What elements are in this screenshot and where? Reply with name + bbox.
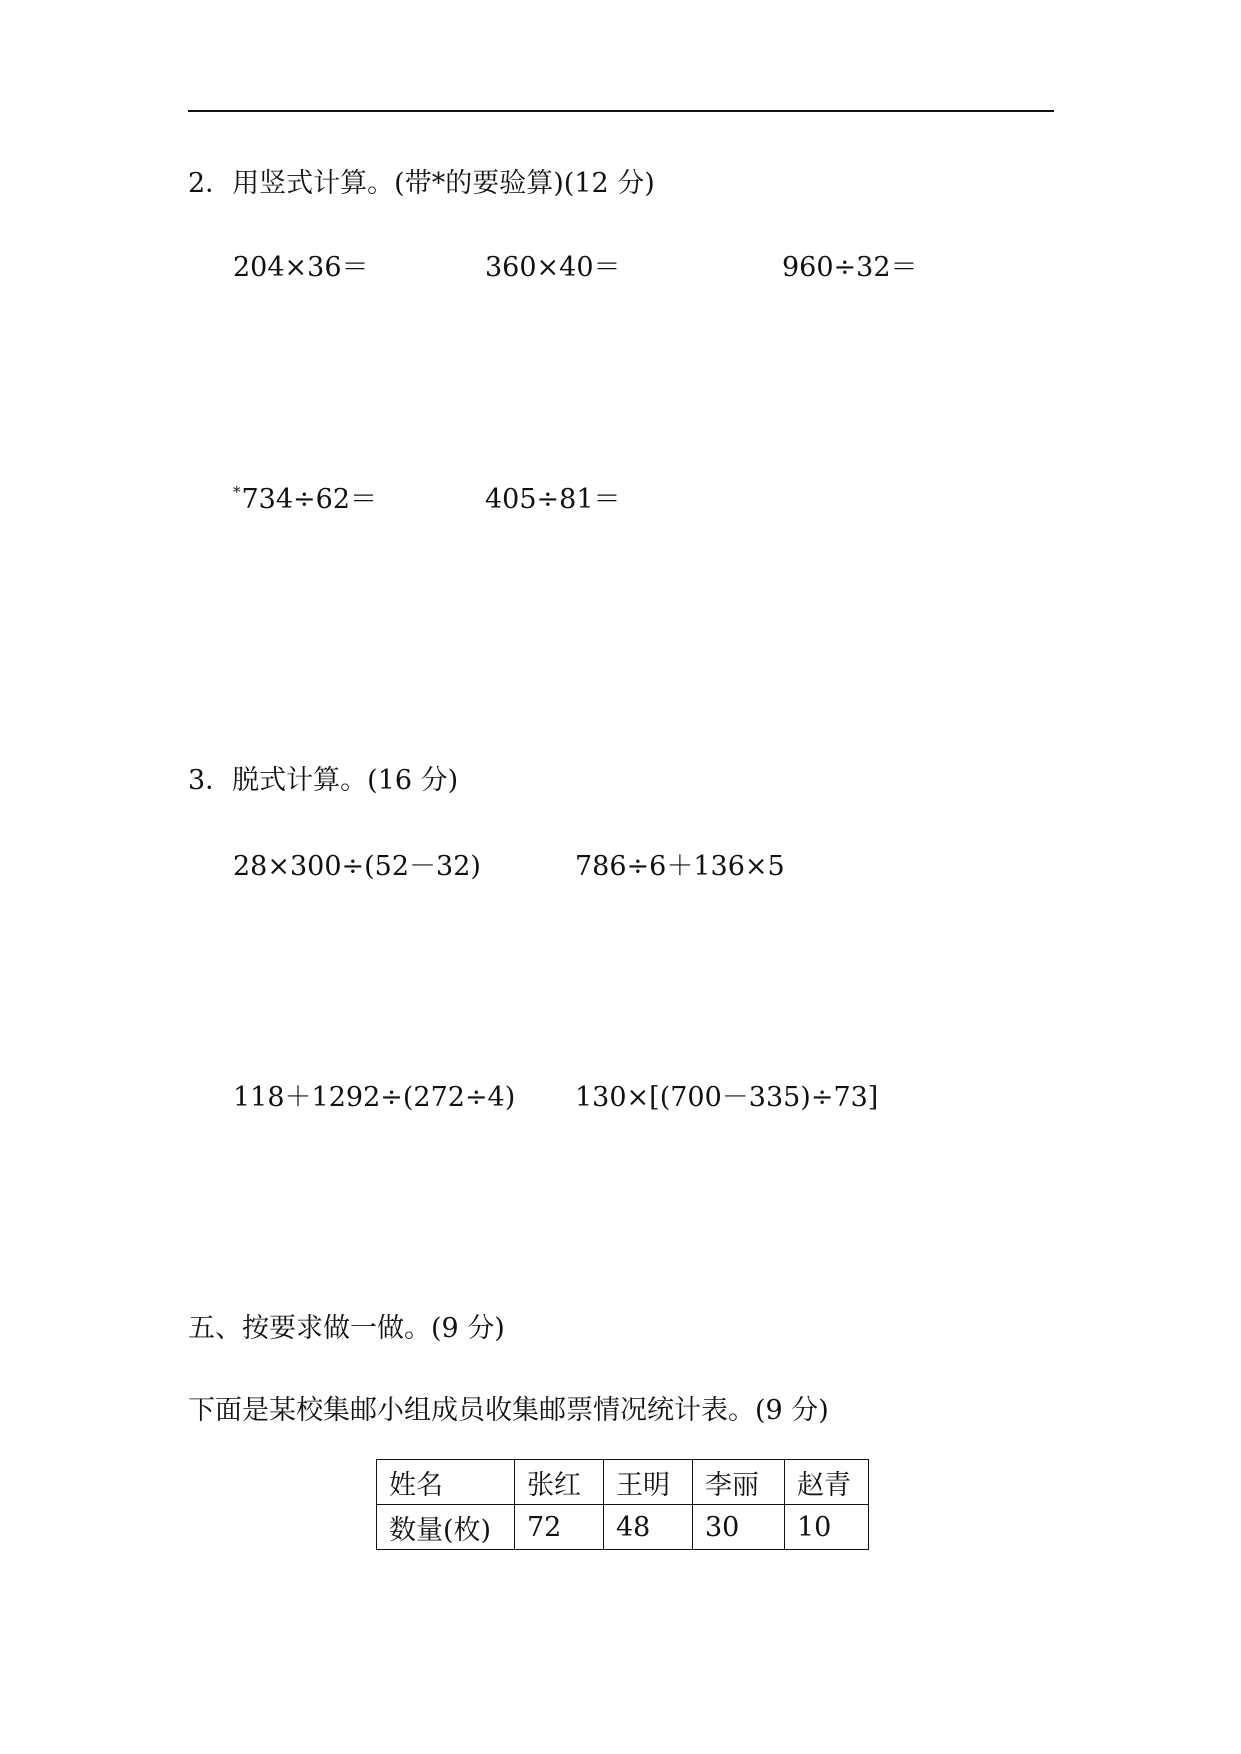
table-cell-name-label: 姓名 (377, 1460, 515, 1505)
step-calc-problem-4: 130×[(700－335)÷73] (575, 1082, 879, 1113)
table-cell-name: 李丽 (693, 1460, 785, 1505)
top-rule (188, 110, 1054, 112)
step-calc-problem-3: 118＋1292÷(272÷4) (233, 1082, 516, 1113)
table-cell-quantity: 72 (515, 1505, 604, 1550)
vertical-calc-problem-3: 960÷32＝ (782, 252, 918, 283)
table-header-row (377, 1460, 869, 1505)
check-required-mark: * (233, 483, 241, 501)
vertical-calc-problem-4-text: 734÷62＝ (241, 484, 378, 515)
stamp-stats-table (376, 1459, 869, 1550)
vertical-calc-problem-2: 360×40＝ (485, 252, 621, 283)
vertical-calc-problem-1: 204×36＝ (233, 252, 369, 283)
table-cell-quantity: 30 (693, 1505, 785, 1550)
vertical-calc-problem-4 (233, 484, 377, 519)
vertical-calc-problem-5: 405÷81＝ (485, 484, 621, 515)
table-cell-name: 赵青 (785, 1460, 869, 1505)
section-2-heading: 2．用竖式计算。(带*的要验算)(12 分) (188, 168, 655, 199)
table-cell-name: 张红 (515, 1460, 604, 1505)
table-data-row (377, 1505, 869, 1550)
table-cell-quantity: 48 (604, 1505, 693, 1550)
section-3-heading: 3．脱式计算。(16 分) (188, 765, 459, 796)
section-5-heading: 五、按要求做一做。(9 分) (188, 1313, 505, 1344)
table-cell-name: 王明 (604, 1460, 693, 1505)
table-cell-quantity: 10 (785, 1505, 869, 1550)
step-calc-problem-1: 28×300÷(52－32) (233, 851, 481, 882)
table-intro: 下面是某校集邮小组成员收集邮票情况统计表。(9 分) (188, 1395, 829, 1426)
table-cell-quantity-label: 数量(枚) (377, 1505, 515, 1550)
step-calc-problem-2: 786÷6＋136×5 (575, 851, 785, 882)
